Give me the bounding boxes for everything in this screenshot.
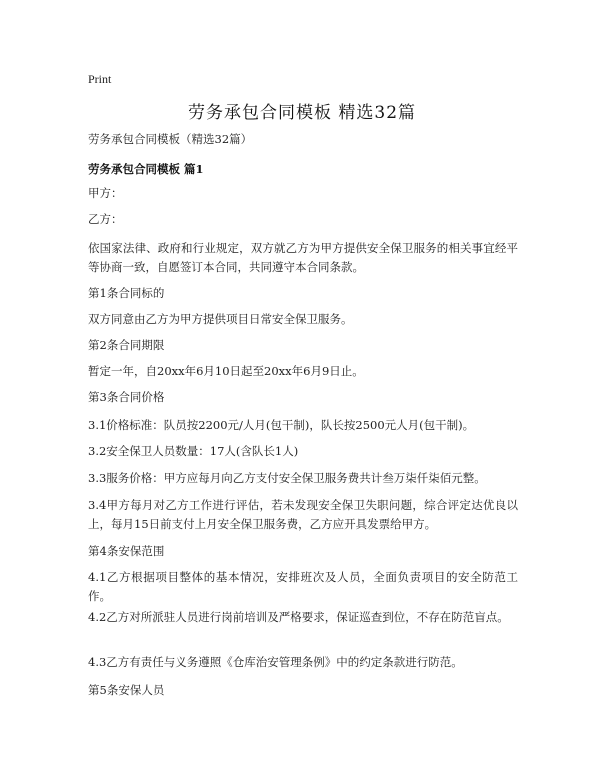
article-4-title: 第4条安保范围 (88, 544, 165, 558)
article-5-title: 第5条安保人员 (88, 683, 165, 697)
party-a-line: 甲方： (88, 186, 123, 200)
clause-3-3: 3.3服务价格：甲方应每月向乙方支付安全保卫服务费共计叁万柒仟柒佰元整。 (88, 471, 486, 485)
party-b-line: 乙方： (88, 212, 123, 226)
document-subtitle: 劳务承包合同模板（精选32篇） (88, 132, 253, 146)
print-label[interactable]: Print (88, 72, 112, 86)
section-heading: 劳务承包合同模板 篇1 (88, 162, 204, 176)
clause-3-4: 3.4甲方每月对乙方工作进行评估，若未发现安全保卫失职问题，综合评定达优良以上，每月15日前支付上月安全保卫服务费，乙方应开具发票给甲方。 (88, 498, 518, 531)
article-1-text: 双方同意由乙方为甲方提供项目日常安全保卫服务。 (88, 312, 353, 326)
clause-3-2: 3.2安全保卫人员数量：17人(含队长1人) (88, 444, 299, 458)
clause-3-1: 3.1价格标准：队员按2200元/人月(包干制)，队长按2500元人月(包干制)。 (88, 418, 475, 432)
clause-4-2: 4.2乙方对所派驻人员进行岗前培训及严格要求，保证巡查到位，不存在防范盲点。 (88, 610, 509, 624)
article-2-title: 第2条合同期限 (88, 338, 165, 352)
article-3-title: 第3条合同价格 (88, 390, 165, 404)
article-1-title: 第1条合同标的 (88, 286, 165, 300)
intro-paragraph: 依国家法律、政府和行业规定，双方就乙方为甲方提供安全保卫服务的相关事宜经平等协商一致，自愿签订本合同，共同遵守本合同条款。 (88, 241, 518, 274)
article-2-text: 暂定一年，自20xx年6月10日起至20xx年6月9日止。 (88, 364, 364, 378)
clause-4-1: 4.1乙方根据项目整体的基本情况，安排班次及人员，全面负责项目的安全防范工作。 (88, 570, 518, 603)
document-title: 劳务承包合同模板 精选32篇 (188, 103, 417, 123)
clause-4-3: 4.3乙方有责任与义务遵照《仓库治安管理条例》中的约定条款进行防范。 (88, 655, 463, 669)
